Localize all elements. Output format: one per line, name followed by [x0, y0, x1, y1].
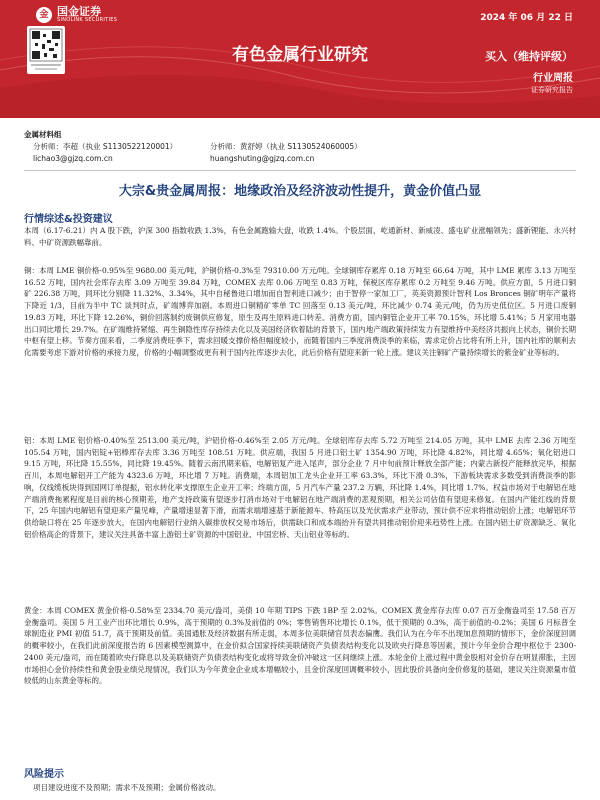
company-logo	[36, 6, 117, 24]
section-heading-overview: 行情综述&投资建议	[24, 214, 113, 225]
report-type: 行业周报	[533, 73, 573, 84]
analyst-2-email[interactable]: huangshuting@gjzq.com.cn	[210, 154, 315, 163]
analyst-2	[210, 141, 362, 165]
logo-text: 国金证券	[57, 5, 101, 18]
team-label: 金属材料组	[24, 130, 62, 139]
paragraph-copper: 铜：本周 LME 铜价格-0.95%至 9680.00 美元/吨，沪铜价格-0.3%至 79310.00 万元/吨。全球铜库存累库 0.18 万吨至 66.64 万吨，其中 LME 累库 3.13 万吨至 16.52 万吨，国内社会库存去库 3.09 万吨至 39.84 万吨，COMEX 去库 0.06 万吨至 0.83 万吨，保税区库存累库 0.2 万吨至 9.46 万吨。供应方面，5 月进口铜矿 226.38 万吨，同环比分别降 11.32%、3.34%，其中自秘鲁进口增加而自智利进口减少；由于智停一家加工厂，英美资源预计智利 Los Bronces 铜矿明年产量将下降近 1/3，目前为半中 TC 谈判时点，矿端博弈加剧。本周进口铜精矿零单 TC 回落至 0.13 美元/吨，环比减少 0.74 美元/吨，仍为历史低位区。5 月进口废铜 19.83 万吨，环比下降 12.26%，铜价回落制约废铜供应修复，原生及再生原料进口转差。消费方面，国内铜管企业开工率 70.15%，环比增 5.41%；5 月家用电器出口同比增长 29.7%。在矿端维持紧缩、再生铜隐性库存持续去化以及美国经济软着陆的背景下，国内地产端政策持续发力有望维持中美经济共振向上状态，铜价长期中枢有望上移。节奏方面来看，二季度消费旺季下，需求回暖支撑价格但幅度较小，而随着国内三季度消费淡季的来临，需求定价占比将有所上升，国内社库的顺利去化需要考虑下游对价格的承接力度，价格的小幅调整或更有利于国内社库逐步去化，此后价格有望迎来新一轮上涨。建议关注铜矿产量持续增长的紫金矿业等标的。	[24, 266, 576, 357]
report-date: 2024 年 06 月 22 日	[480, 13, 573, 23]
report-headline: 大宗&贵金属周报：地缘政治及经济波动性提升，黄金价值凸显	[118, 184, 482, 199]
report-title: 有色金属行业研究	[232, 45, 368, 65]
analyst-1-email[interactable]: lichao3@gjzq.com.cn	[33, 154, 113, 163]
paragraph-market-overview: 本周（6.17-6.21）内 A 股下跌，沪深 300 指数收跌 1.3%，有色金属跑输大盘，收跌 1.4%。个股层面，屹通新材、新威凌、盛屯矿业涨幅领先；盛新锂能、永兴材料、中矿资源跌幅靠前。	[24, 226, 576, 247]
paragraph-gold: 黄金：本周 COMEX 黄金价格-0.58%至 2334.70 美元/盎司，美债 10 年期 TIPS 下跌 1BP 至 2.02%。COMEX 黄金库存去库 0.07 百万金衡盎司至 17.58 百万金衡盎司。美国 5 月工业产出环比增长 0.9%，高于预期的 0.3%及前值的 0%；零售销售环比增长 0.1%，低于预期的 0.3%，高于前值的-0.2%；美国 6 月标普全球制造业 PMI 初值 51.7，高于预期及前值。美国通胀及经济数据有所走弱，本周多位美联储官员表态偏鹰。我们认为在今年不出现加息预期的情形下，金价深度回调的概率较小，在我们此前深度报告的 6 因素模型测算中，在金价拟合国家持续美联储资产负债表结构变化以及欧央行降息等因素，预计今年金价合理中枢位于 2300-2400 美元/盎司，而在随着欧央行降息以及美联储资产负债表结构变化或将导致金价冲破这一区间继续上涨。本轮金价上涨过程中黄金股相对金价存在明显滞胀，主因市场担心金价持续性和黄金股业绩兑现情况，我们认为今年黄金企业成本增幅较小，且金价深度回调概率较小，因此股价具备向金价修复的基础，建议关注资源量市值较低的山东黄金等标的。	[24, 606, 576, 686]
risk-text: 项目建设进度不及预期；需求不及预期；金属价格波动。	[33, 783, 221, 792]
rating-label: 买入（维持评级）	[485, 50, 573, 63]
divider	[24, 170, 576, 171]
report-subtype: 证券研究报告	[531, 86, 573, 94]
logo-emblem-icon: 金	[36, 7, 52, 23]
section-heading-risk: 风险提示	[24, 769, 64, 780]
report-header	[0, 0, 600, 118]
analyst-1	[33, 141, 177, 165]
analyst-2-name: 分析师：黄舒婷（执业 S1130524060005）	[210, 142, 362, 151]
logo-subtext: SINOLINK SECURITIES	[57, 17, 118, 23]
paragraph-aluminum: 铝：本周 LME 铝价格-0.40%至 2513.00 美元/吨，沪铝价格-0.46%至 2.05 万元/吨。全球铝库存去库 5.72 万吨至 214.05 万吨，其中 LME 去库 2.36 万吨至 105.54 万吨，国内铝锭+铝棒库存去库 3.36 万吨至 108.51 万吨。供应端，我国 5 月进口铝土矿 1354.90 万吨，环比降 4.82%，同比增 4.65%；氧化铝进口 9.15 万吨，环比降 15.55%，同比降 19.45%。随着云南汛期来临，电解铝复产进入尾声，部分企业 7 月中旬前预计释放全部产能；内蒙古新投产能释放完毕，根据百川，本周电解铝开工产能为 4323.6 万吨，环比增 7 万吨。消费端，本周铝加工龙头企业开工率 63.3%，环比下滑 0.3%，下游板块需求多数受到消费淡季的影响，仅线缆板块得到国网订单提振，铝水转化率支撑原生企业开工率；终端方面，5 月汽车产量 237.2 万辆，环比降 1.4%，同比增 1.7%。权益市场对于电解铝在地产端消费拖累程度是目前的核心预期差，地产支持政策有望逐步打消市场对于电解铝在地产端消费的悲观预期，相关公司估值有望迎来修复。在国内产能红线的背景下，25 年国内电解铝有望迎来产量见峰，产量增速显著下滑，而需求端增速基于新能源车、特高压以及光伏需求产业带动，预计供不应求将推动铝价上涨；电解铝环节供给缺口将在 25 年逐步放大，在国内电解铝行业纳入碳排放权交易市场后，供需缺口和成本端抬升有望共同推动铝价迎来趋势性上涨。在国内铝土矿资源缺乏、氧化铝价格高企的背景下，建议关注具备丰富上游铝土矿资源的中国铝业、中国宏桥、天山铝业等标的。	[24, 436, 576, 539]
analyst-1-name: 分析师：李超（执业 S1130522120001）	[33, 142, 178, 151]
